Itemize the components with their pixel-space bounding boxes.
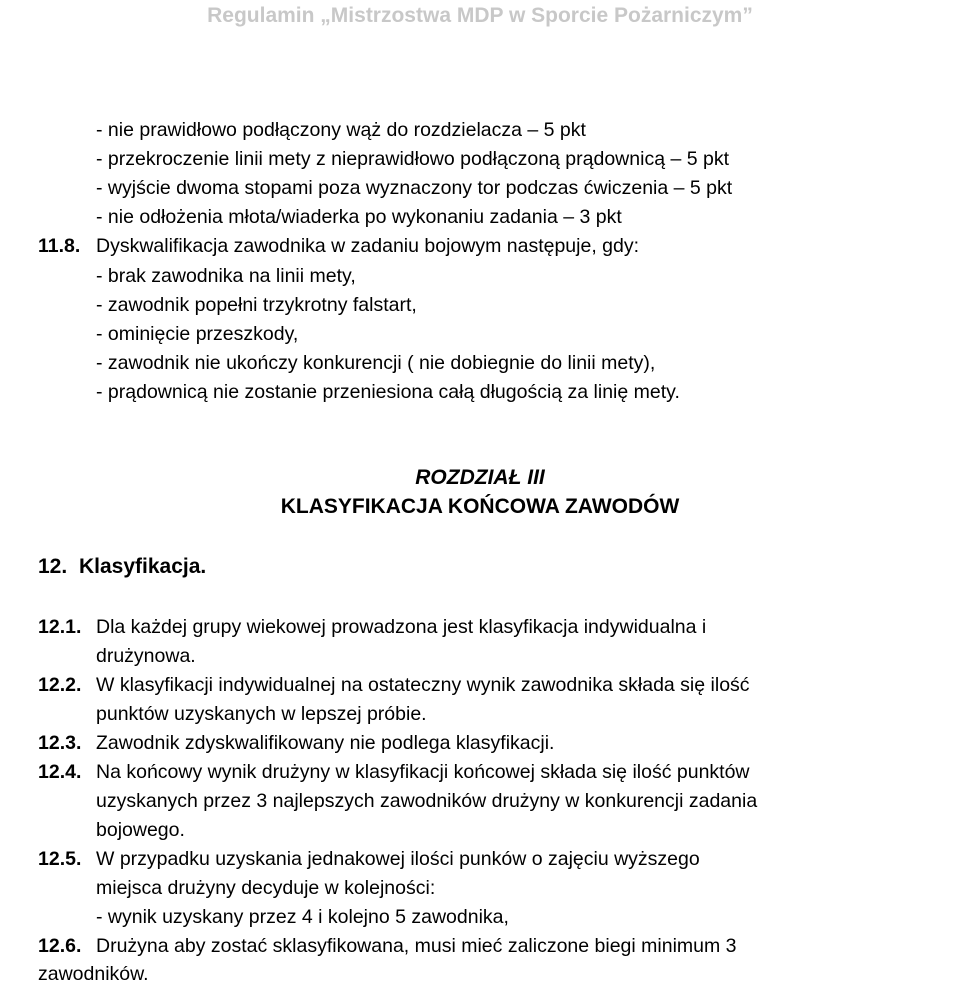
section-text: zawodników.: [38, 963, 149, 985]
section-number: 11.8.: [38, 235, 81, 257]
section-text: bojowego.: [96, 819, 185, 841]
section-number: 12.: [38, 555, 68, 578]
penalty-line: - nie prawidłowo podłączony wąż do rozdzielacza – 5 pkt: [96, 119, 586, 141]
page-header: Regulamin „Mistrzostwa MDP w Sporcie Pożarniczym”: [207, 4, 753, 27]
section-text: W klasyfikacji indywidualnej na ostateczny wynik zawodnika składa się ilość: [96, 674, 750, 696]
section-text: W przypadku uzyskania jednakowej ilości punków o zajęciu wyższego: [96, 848, 700, 870]
section-text: - wynik uzyskany przez 4 i kolejno 5 zawodnika,: [96, 906, 509, 928]
list-item: - zawodnik popełni trzykrotny falstart,: [96, 294, 417, 316]
chapter-label: ROZDZIAŁ III: [415, 466, 545, 489]
section-number: 12.2.: [38, 674, 82, 696]
list-item: - ominięcie przeszkody,: [96, 323, 299, 345]
section-number: 12.6.: [38, 935, 82, 957]
section-number: 12.3.: [38, 732, 82, 754]
penalty-line: - przekroczenie linii mety z nieprawidłowo podłączoną prądownicą – 5 pkt: [96, 148, 729, 170]
list-item: - brak zawodnika na linii mety,: [96, 265, 356, 287]
section-text: punktów uzyskanych w lepszej próbie.: [96, 703, 427, 725]
section-text: drużynowa.: [96, 645, 196, 667]
section-text: Zawodnik zdyskwalifikowany nie podlega klasyfikacji.: [96, 732, 555, 754]
list-item: - prądownicą nie zostanie przeniesiona całą długością za linię mety.: [96, 381, 680, 403]
section-text: Drużyna aby zostać sklasyfikowana, musi mieć zaliczone biegi minimum 3: [96, 935, 737, 957]
list-item: - zawodnik nie ukończy konkurencji ( nie dobiegnie do linii mety),: [96, 352, 656, 374]
penalty-line: - wyjście dwoma stopami poza wyznaczony tor podczas ćwiczenia – 5 pkt: [96, 177, 733, 199]
section-text: miejsca drużyny decyduje w kolejności:: [96, 877, 436, 899]
section-heading: Klasyfikacja.: [79, 555, 207, 578]
penalty-line: - nie odłożenia młota/wiaderka po wykonaniu zadania – 3 pkt: [96, 206, 622, 228]
section-text: Na końcowy wynik drużyny w klasyfikacji końcowej składa się ilość punktów: [96, 761, 750, 783]
chapter-title: KLASYFIKACJA KOŃCOWA ZAWODÓW: [280, 495, 680, 518]
section-number: 12.1.: [38, 616, 82, 638]
section-text: Dla każdej grupy wiekowej prowadzona jest klasyfikacja indywidualna i: [96, 616, 707, 638]
section-text: Dyskwalifikacja zawodnika w zadaniu bojowym następuje, gdy:: [96, 235, 640, 257]
section-text: uzyskanych przez 3 najlepszych zawodników drużyny w konkurencji zadania: [96, 790, 758, 812]
section-number: 12.4.: [38, 761, 82, 783]
section-number: 12.5.: [38, 848, 82, 870]
